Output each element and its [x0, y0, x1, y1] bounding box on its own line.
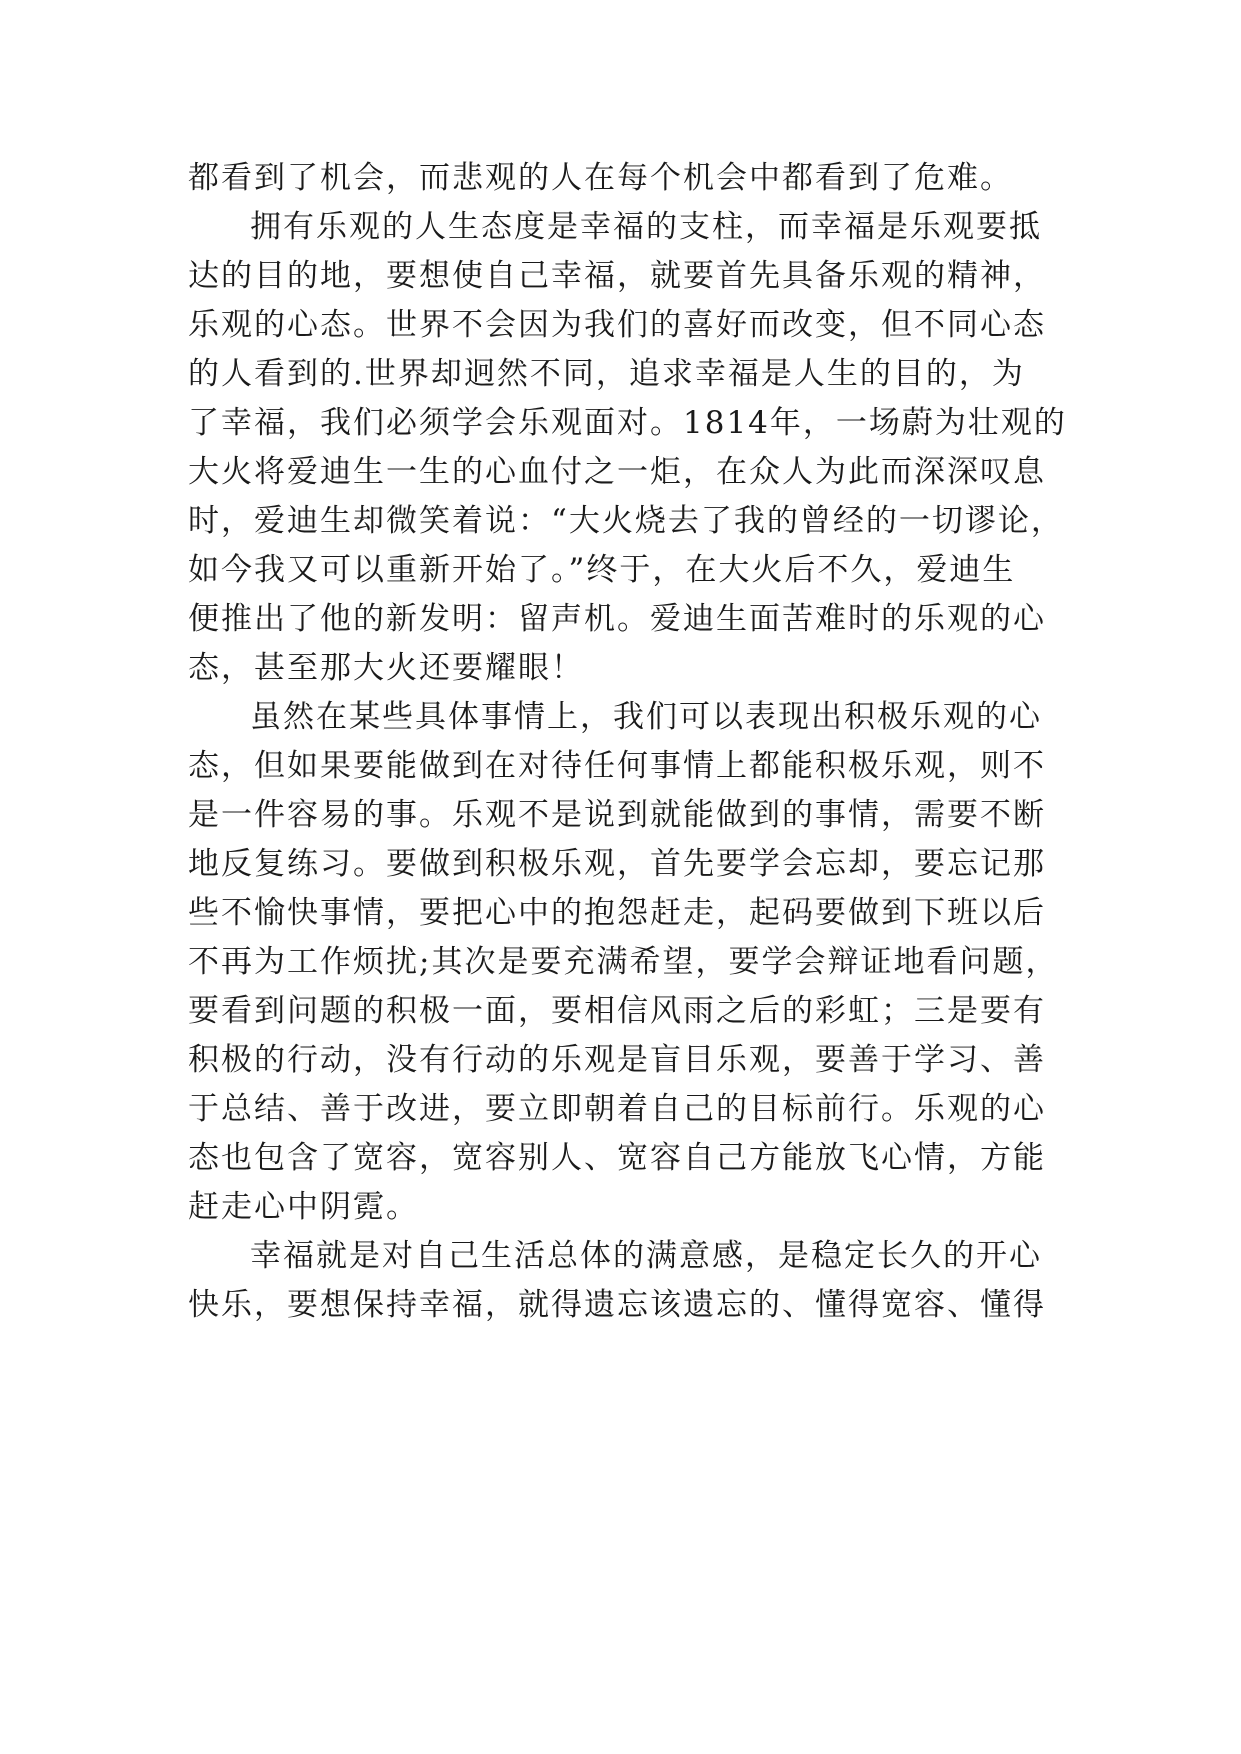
text-line: 于总结、善于改进，要立即朝着自己的目标前行。乐观的心: [188, 1091, 1046, 1127]
text-line: 地反复练习。要做到积极乐观，首先要学会忘却，要忘记那: [188, 846, 1046, 882]
text-line: 大火将爱迪生一生的心血付之一炬，在众人为此而深深叹息: [188, 454, 1046, 490]
text-line: 都看到了机会，而悲观的人在每个机会中都看到了危难。: [188, 160, 1013, 196]
text-line: 了幸福，我们必须学会乐观面对。1814年，一场蔚为壮观的: [188, 405, 1067, 441]
text-line: 便推出了他的新发明：留声机。爱迪生面苦难时的乐观的心: [188, 601, 1046, 637]
text-line: 达的目的地，要想使自己幸福，就要首先具备乐观的精神，: [188, 258, 1046, 294]
text-line: 是一件容易的事。乐观不是说到就能做到的事情，需要不断: [188, 797, 1046, 833]
text-line: 的人看到的.世界却迥然不同，追求幸福是人生的目的，为: [188, 356, 1025, 392]
paragraph-first-line: 拥有乐观的人生态度是幸福的支柱，而幸福是乐观要抵: [250, 209, 1042, 245]
text-line: 赶走心中阴霓。: [188, 1189, 419, 1225]
text-line: 时，爱迪生却微笑着说：“大火烧去了我的曾经的一切谬论，: [188, 503, 1064, 539]
paragraph-first-line: 虽然在某些具体事情上，我们可以表现出积极乐观的心: [250, 699, 1042, 735]
text-line: 态，但如果要能做到在对待任何事情上都能积极乐观，则不: [188, 748, 1046, 784]
text-line: 不再为工作烦扰;其次是要充满希望，要学会辩证地看问题，: [188, 944, 1059, 980]
text-line: 态，甚至那大火还要耀眼！: [188, 650, 584, 686]
text-line: 态也包含了宽容，宽容别人、宽容自己方能放飞心情，方能: [188, 1140, 1046, 1176]
text-line: 积极的行动，没有行动的乐观是盲目乐观，要善于学习、善: [188, 1042, 1046, 1078]
text-line: 些不愉快事情，要把心中的抱怨赶走，起码要做到下班以后: [188, 895, 1046, 931]
text-line: 乐观的心态。世界不会因为我们的喜好而改变，但不同心态: [188, 307, 1046, 343]
text-line: 要看到问题的积极一面，要相信风雨之后的彩虹；三是要有: [188, 993, 1046, 1029]
text-line: 如今我又可以重新开始了。”终于，在大火后不久，爱迪生: [188, 552, 1016, 588]
text-line: 快乐，要想保持幸福，就得遗忘该遗忘的、懂得宽容、懂得: [188, 1287, 1046, 1323]
paragraph-first-line: 幸福就是对自己生活总体的满意感，是稳定长久的开心: [250, 1238, 1042, 1274]
